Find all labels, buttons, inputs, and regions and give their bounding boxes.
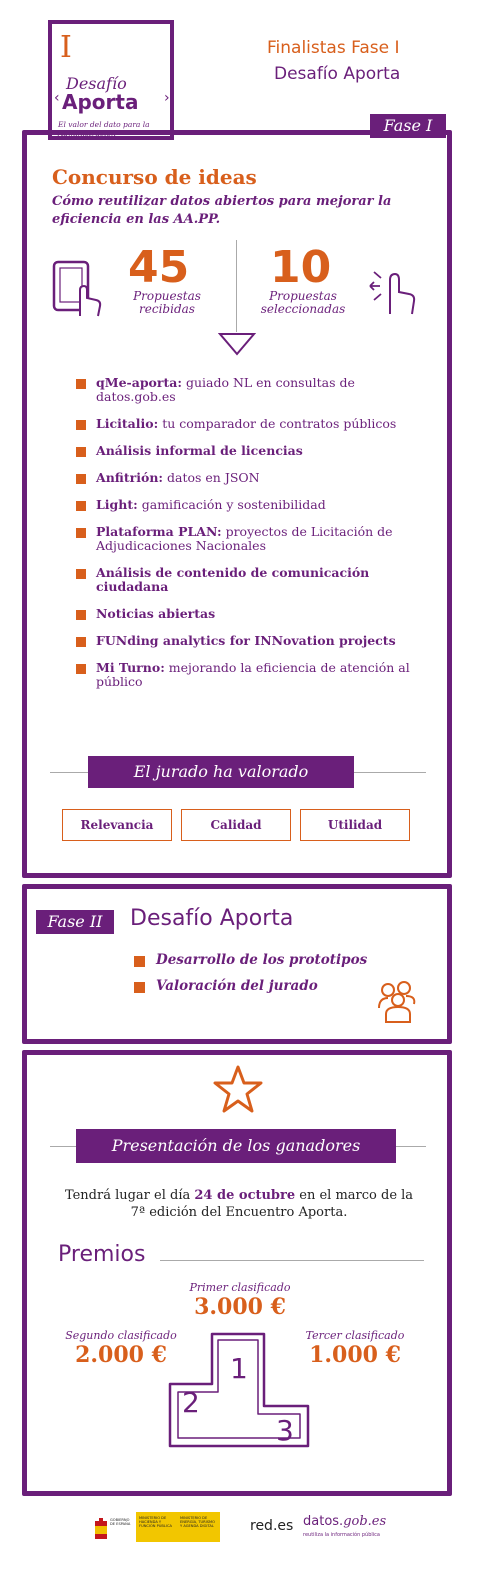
stat-received-label2: recibidas bbox=[139, 302, 195, 316]
list-item bbox=[76, 607, 436, 621]
list-item bbox=[76, 498, 436, 512]
list-item bbox=[76, 566, 436, 594]
datosgob-logo-part2: gob.es bbox=[343, 1514, 387, 1529]
phase2-tag: Fase II bbox=[36, 910, 114, 934]
winners-title: Presentación de los ganadores bbox=[76, 1129, 396, 1163]
jury-title: El jurado ha valorado bbox=[88, 756, 354, 788]
stat-selected-label2: seleccionadas bbox=[260, 302, 346, 316]
logo-numeral: I bbox=[60, 30, 72, 65]
list-item bbox=[76, 444, 436, 458]
proposal-name: FUNding analytics for INNovation projects bbox=[96, 633, 396, 648]
third-place-amount: 1.000 € bbox=[309, 1342, 401, 1368]
event-date-text bbox=[56, 1187, 422, 1221]
proposal-name: Plataforma PLAN: bbox=[96, 524, 222, 539]
down-triangle-icon bbox=[218, 332, 256, 360]
datosgob-tagline: reutiliza la información pública bbox=[303, 1532, 380, 1538]
list-item bbox=[76, 661, 436, 689]
second-place-label: Segundo clasificado bbox=[65, 1329, 177, 1342]
second-place-amount: 2.000 € bbox=[75, 1342, 167, 1368]
proposal-name: qMe-aporta: bbox=[96, 375, 182, 390]
proposal-name: Anfitrión: bbox=[96, 470, 164, 485]
podium-rank-2: 2 bbox=[182, 1386, 200, 1419]
list-item bbox=[76, 417, 436, 431]
header-title: Finalistas Fase I bbox=[267, 38, 400, 58]
logo-line1: Desafío bbox=[66, 74, 127, 93]
proposal-desc: proyectos de Licitación de Adjudicaciones Nacionales bbox=[96, 524, 393, 553]
proposal-name: Análisis de contenido de comunicación ciudadana bbox=[96, 565, 370, 594]
list-item bbox=[76, 634, 436, 648]
phase1-subtitle: Cómo reutilizar datos abiertos para mejorar la eficiencia en las AA.PP. bbox=[52, 194, 392, 227]
chevron-right-icon: › bbox=[164, 90, 170, 106]
tablet-touch-icon bbox=[52, 260, 104, 322]
redes-logo: red.es bbox=[250, 1518, 294, 1534]
logo-tagline: El valor del dato para la Administración bbox=[58, 120, 150, 138]
phase1-tag: Fase I bbox=[370, 114, 446, 138]
stats-divider bbox=[236, 240, 237, 332]
people-group-icon bbox=[376, 978, 422, 1028]
phase2-title: Desafío Aporta bbox=[130, 906, 294, 931]
criterion-utility: Utilidad bbox=[300, 809, 410, 841]
list-item bbox=[76, 471, 436, 485]
proposal-desc: guiado NL en consultas de datos.gob.es bbox=[96, 375, 355, 404]
proposal-desc: datos en JSON bbox=[163, 470, 260, 485]
podium-rank-1: 1 bbox=[230, 1352, 248, 1385]
datosgob-logo-part1: datos. bbox=[303, 1514, 344, 1529]
star-icon bbox=[212, 1064, 264, 1118]
stat-received-label bbox=[112, 290, 222, 316]
proposal-name: Light: bbox=[96, 497, 138, 512]
stat-received-label1: Propuestas bbox=[133, 289, 201, 303]
criterion-quality: Calidad bbox=[181, 809, 291, 841]
phase2-list bbox=[134, 952, 414, 1004]
header-subtitle: Desafío Aporta bbox=[274, 64, 401, 84]
proposal-desc: gamificación y sostenibilidad bbox=[137, 497, 326, 512]
stat-received-number: 45 bbox=[128, 242, 190, 293]
org-spain-government: GOBIERNO DE ESPAÑA bbox=[110, 1518, 131, 1527]
criterion-relevance: Relevancia bbox=[62, 809, 172, 841]
list-item: Desarrollo de los prototipos bbox=[134, 952, 414, 968]
org-ministry-energy: MINISTERIO DE ENERGÍA, TURISMO Y AGENDA DIGITAL bbox=[180, 1516, 215, 1529]
proposal-name: Análisis informal de licencias bbox=[96, 443, 303, 458]
third-place-label: Tercer clasificado bbox=[305, 1329, 405, 1342]
stat-selected-label1: Propuestas bbox=[269, 289, 337, 303]
chevron-left-icon: ‹ bbox=[54, 90, 60, 106]
prizes-rule bbox=[160, 1260, 424, 1261]
datosgob-logo bbox=[303, 1514, 386, 1529]
date-highlight: 24 de octubre bbox=[194, 1188, 296, 1203]
org-ministry-finance: MINISTERIO DE HACIENDA Y FUNCIÓN PÚBLICA bbox=[139, 1516, 172, 1529]
list-item bbox=[76, 525, 436, 553]
logo-line2: Aporta bbox=[62, 90, 139, 114]
date-pre: Tendrá lugar el día bbox=[64, 1188, 195, 1203]
proposals-list bbox=[76, 376, 436, 702]
proposal-desc: tu comparador de contratos públicos bbox=[158, 416, 397, 431]
stat-selected-label bbox=[248, 290, 358, 316]
first-place-amount: 3.000 € bbox=[194, 1294, 286, 1320]
hand-select-icon bbox=[366, 260, 420, 322]
list-item: Valoración del jurado bbox=[134, 978, 414, 994]
podium-rank-3: 3 bbox=[276, 1414, 294, 1447]
prizes-title: Premios bbox=[58, 1242, 146, 1267]
footer bbox=[0, 1508, 478, 1586]
phase1-title: Concurso de ideas bbox=[52, 165, 257, 189]
stat-selected-number: 10 bbox=[270, 242, 332, 293]
first-place-label: Primer clasificado bbox=[189, 1281, 291, 1294]
proposal-name: Noticias abiertas bbox=[96, 606, 216, 621]
proposal-name: Mi Turno: bbox=[96, 660, 165, 675]
list-item bbox=[76, 376, 436, 404]
proposal-desc: mejorando la eficiencia de atención al público bbox=[96, 660, 410, 689]
proposal-name: Licitalio: bbox=[96, 416, 159, 431]
date-post: en el marco de la 7ª edición del Encuentro Aporta. bbox=[130, 1188, 414, 1220]
spain-coat-of-arms-icon bbox=[94, 1518, 108, 1546]
